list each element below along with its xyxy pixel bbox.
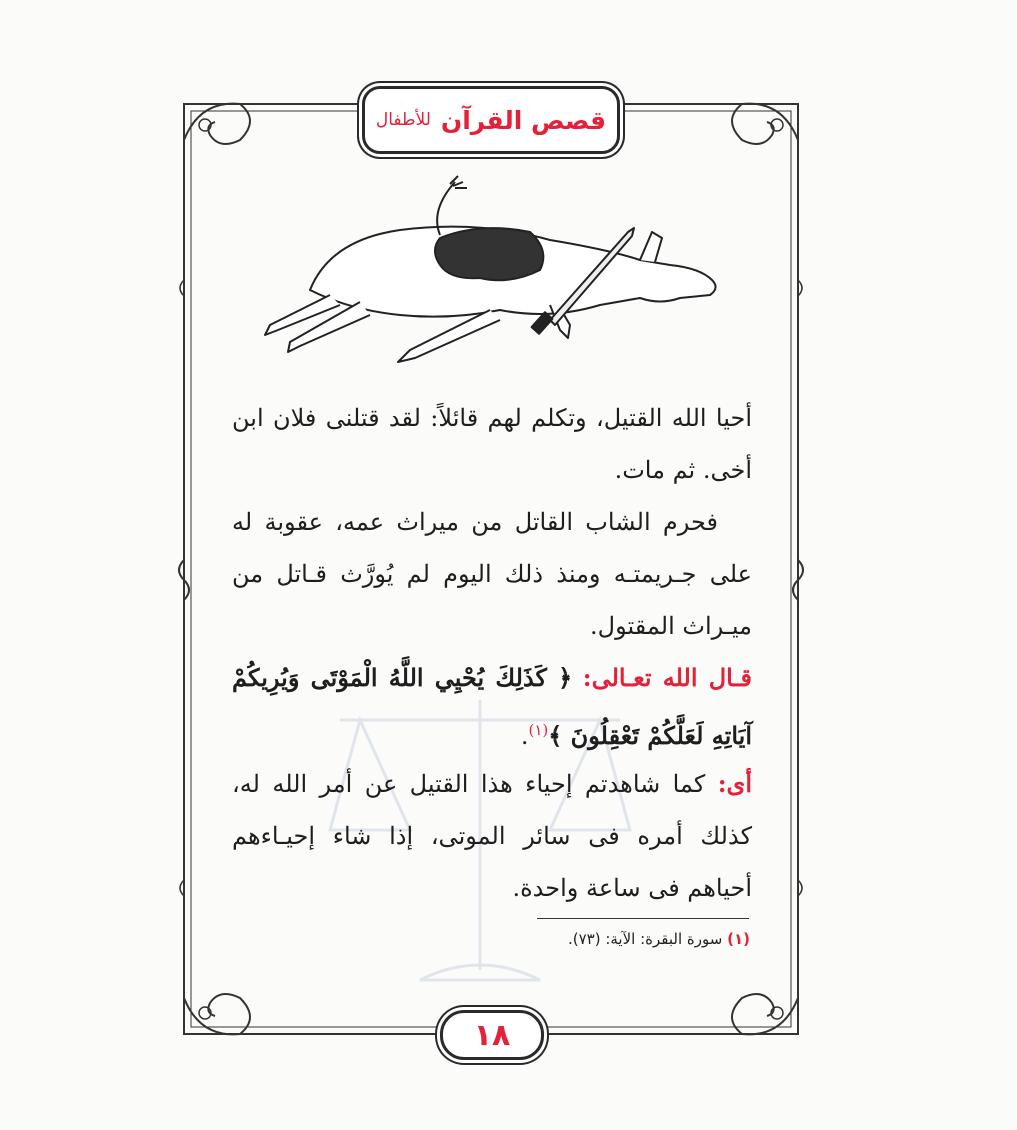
verse-intro-label: قـال الله تعـالى: [582, 663, 752, 692]
book-title: قصص القرآن [440, 105, 607, 135]
slaughtered-cow-illustration [250, 170, 730, 370]
paragraph-2: فحرم الشاب القاتل من ميراث عمه، عقوبة له على جـريمتـه ومنذ ذلك اليوم لم يُورَّث قـاتل من ميـراث المقتول. [232, 508, 752, 640]
explanation-paragraph [232, 758, 752, 914]
book-subtitle: للأطفال [375, 110, 431, 130]
footnote-marker: (١) [528, 721, 549, 739]
quran-verse-paragraph [232, 652, 752, 762]
footnote-text: سورة البقرة: الآية: (٧٣). [567, 930, 723, 948]
explanation-label: أى: [717, 769, 752, 798]
quran-verse: ﴿ كَذَلِكَ يُحْيِي اللَّهُ الْمَوْتَى وَيُرِيكُمْ آيَاتِهِ لَعَلَّكُمْ تَعْقِلُونَ ﴾ [232, 663, 752, 750]
footnote [500, 930, 750, 948]
footnote-number: (١) [727, 930, 750, 948]
footnote-divider [537, 918, 749, 919]
paragraph-1: أحيا الله القتيل، وتكلم لهم قائلاً: لقد قتلنى فلان ابن أخى. ثم مات. [232, 404, 752, 484]
page-number: ١٨ [440, 1010, 544, 1060]
book-title-badge [362, 86, 620, 154]
explanation-text: كما شاهدتم إحياء هذا القتيل عن أمر الله له، كذلك أمره فى سائر الموتى، إذا شاء إحيـاءهم أحياهم فى ساعة واحدة. [232, 770, 752, 902]
verse-end-dot: . [520, 722, 529, 750]
